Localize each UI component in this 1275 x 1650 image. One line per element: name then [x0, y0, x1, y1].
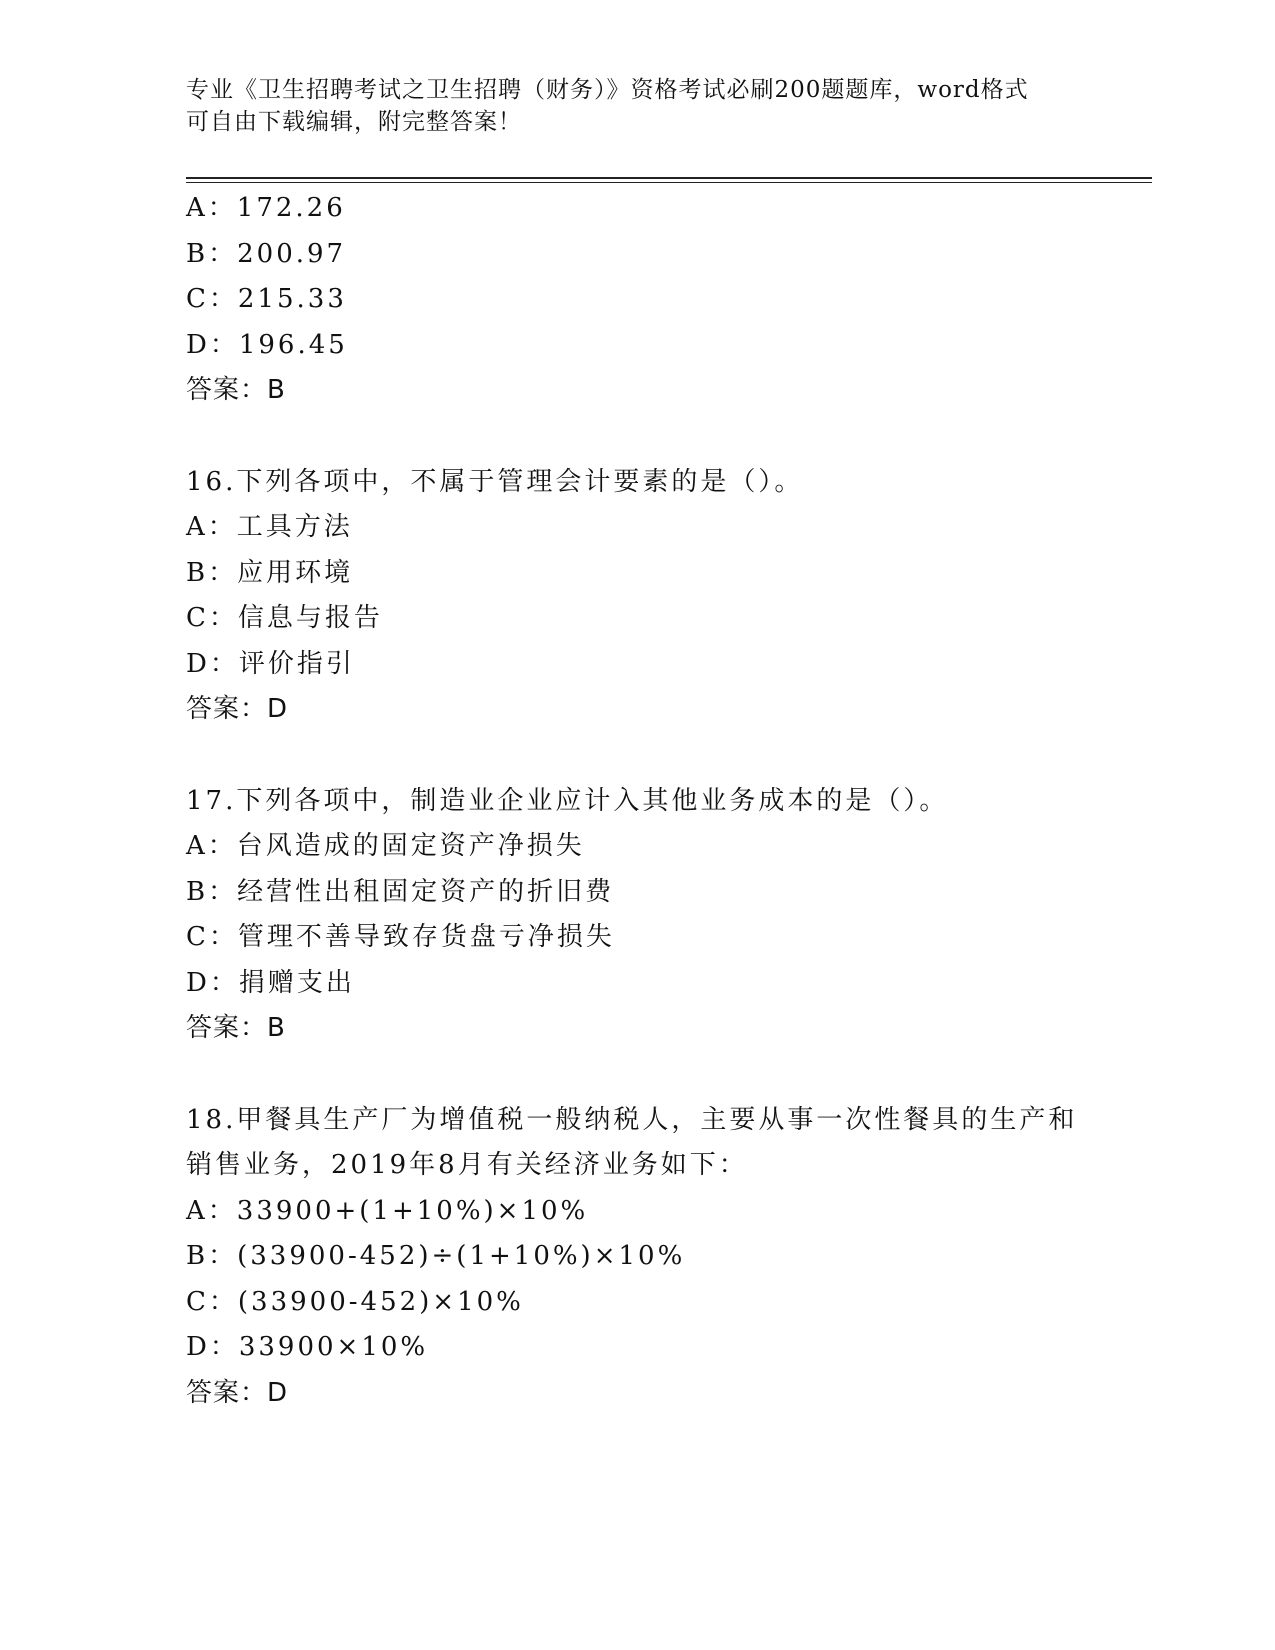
question-stem-line-1: 18.甲餐具生产厂为增值税一般纳税人，主要从事一次性餐具的生产和	[186, 1104, 1078, 1135]
option-a: A：33900+(1+10%)×10%	[186, 1195, 589, 1226]
answer: 答案：D	[186, 1377, 289, 1408]
option-b: B：200.97	[186, 238, 347, 269]
option-d: D：捐赠支出	[186, 967, 355, 998]
question-stem: 17.下列各项中，制造业企业应计入其他业务成本的是（）。	[186, 785, 949, 816]
option-c: C：信息与报告	[186, 603, 383, 633]
header-divider-thick	[186, 177, 1152, 179]
option-c: C：管理不善导致存货盘亏净损失	[186, 922, 615, 952]
header-divider-thin	[186, 182, 1152, 183]
option-d: D：评价指引	[186, 648, 355, 679]
spacer	[186, 414, 1086, 460]
spacer	[186, 733, 1086, 779]
answer: 答案：B	[186, 1013, 286, 1043]
option-b: B：经营性出租固定资产的折旧费	[186, 876, 615, 907]
question-stem: 16.下列各项中，不属于管理会计要素的是（）。	[186, 466, 804, 497]
question-16	[186, 460, 1086, 733]
question-15-continued	[186, 186, 1086, 414]
option-a: A：工具方法	[186, 512, 353, 542]
option-c: C：215.33	[186, 284, 347, 314]
option-d: D：33900×10%	[186, 1332, 429, 1362]
header-line-2: 可自由下载编辑，附完整答案！	[186, 109, 522, 135]
option-d: D：196.45	[186, 329, 348, 360]
option-b: B：(33900-452)÷(1+10%)×10%	[186, 1241, 686, 1271]
question-17	[186, 779, 1086, 1052]
option-a: A：台风造成的固定资产净损失	[186, 831, 585, 861]
option-c: C：(33900-452)×10%	[186, 1286, 524, 1317]
question-18	[186, 1098, 1086, 1417]
answer: 答案：D	[186, 694, 289, 724]
option-a: A：172.26	[186, 193, 346, 223]
question-content	[186, 186, 1086, 1416]
header-line-1: 专业《卫生招聘考试之卫生招聘（财务）》资格考试必刷200题题库，word格式	[186, 77, 1029, 103]
spacer	[186, 1052, 1086, 1098]
option-b: B：应用环境	[186, 557, 354, 588]
question-stem-line-2: 销售业务，2019年8月有关经济业务如下：	[186, 1150, 748, 1180]
document-header	[186, 74, 1086, 138]
answer: 答案：B	[186, 375, 286, 405]
